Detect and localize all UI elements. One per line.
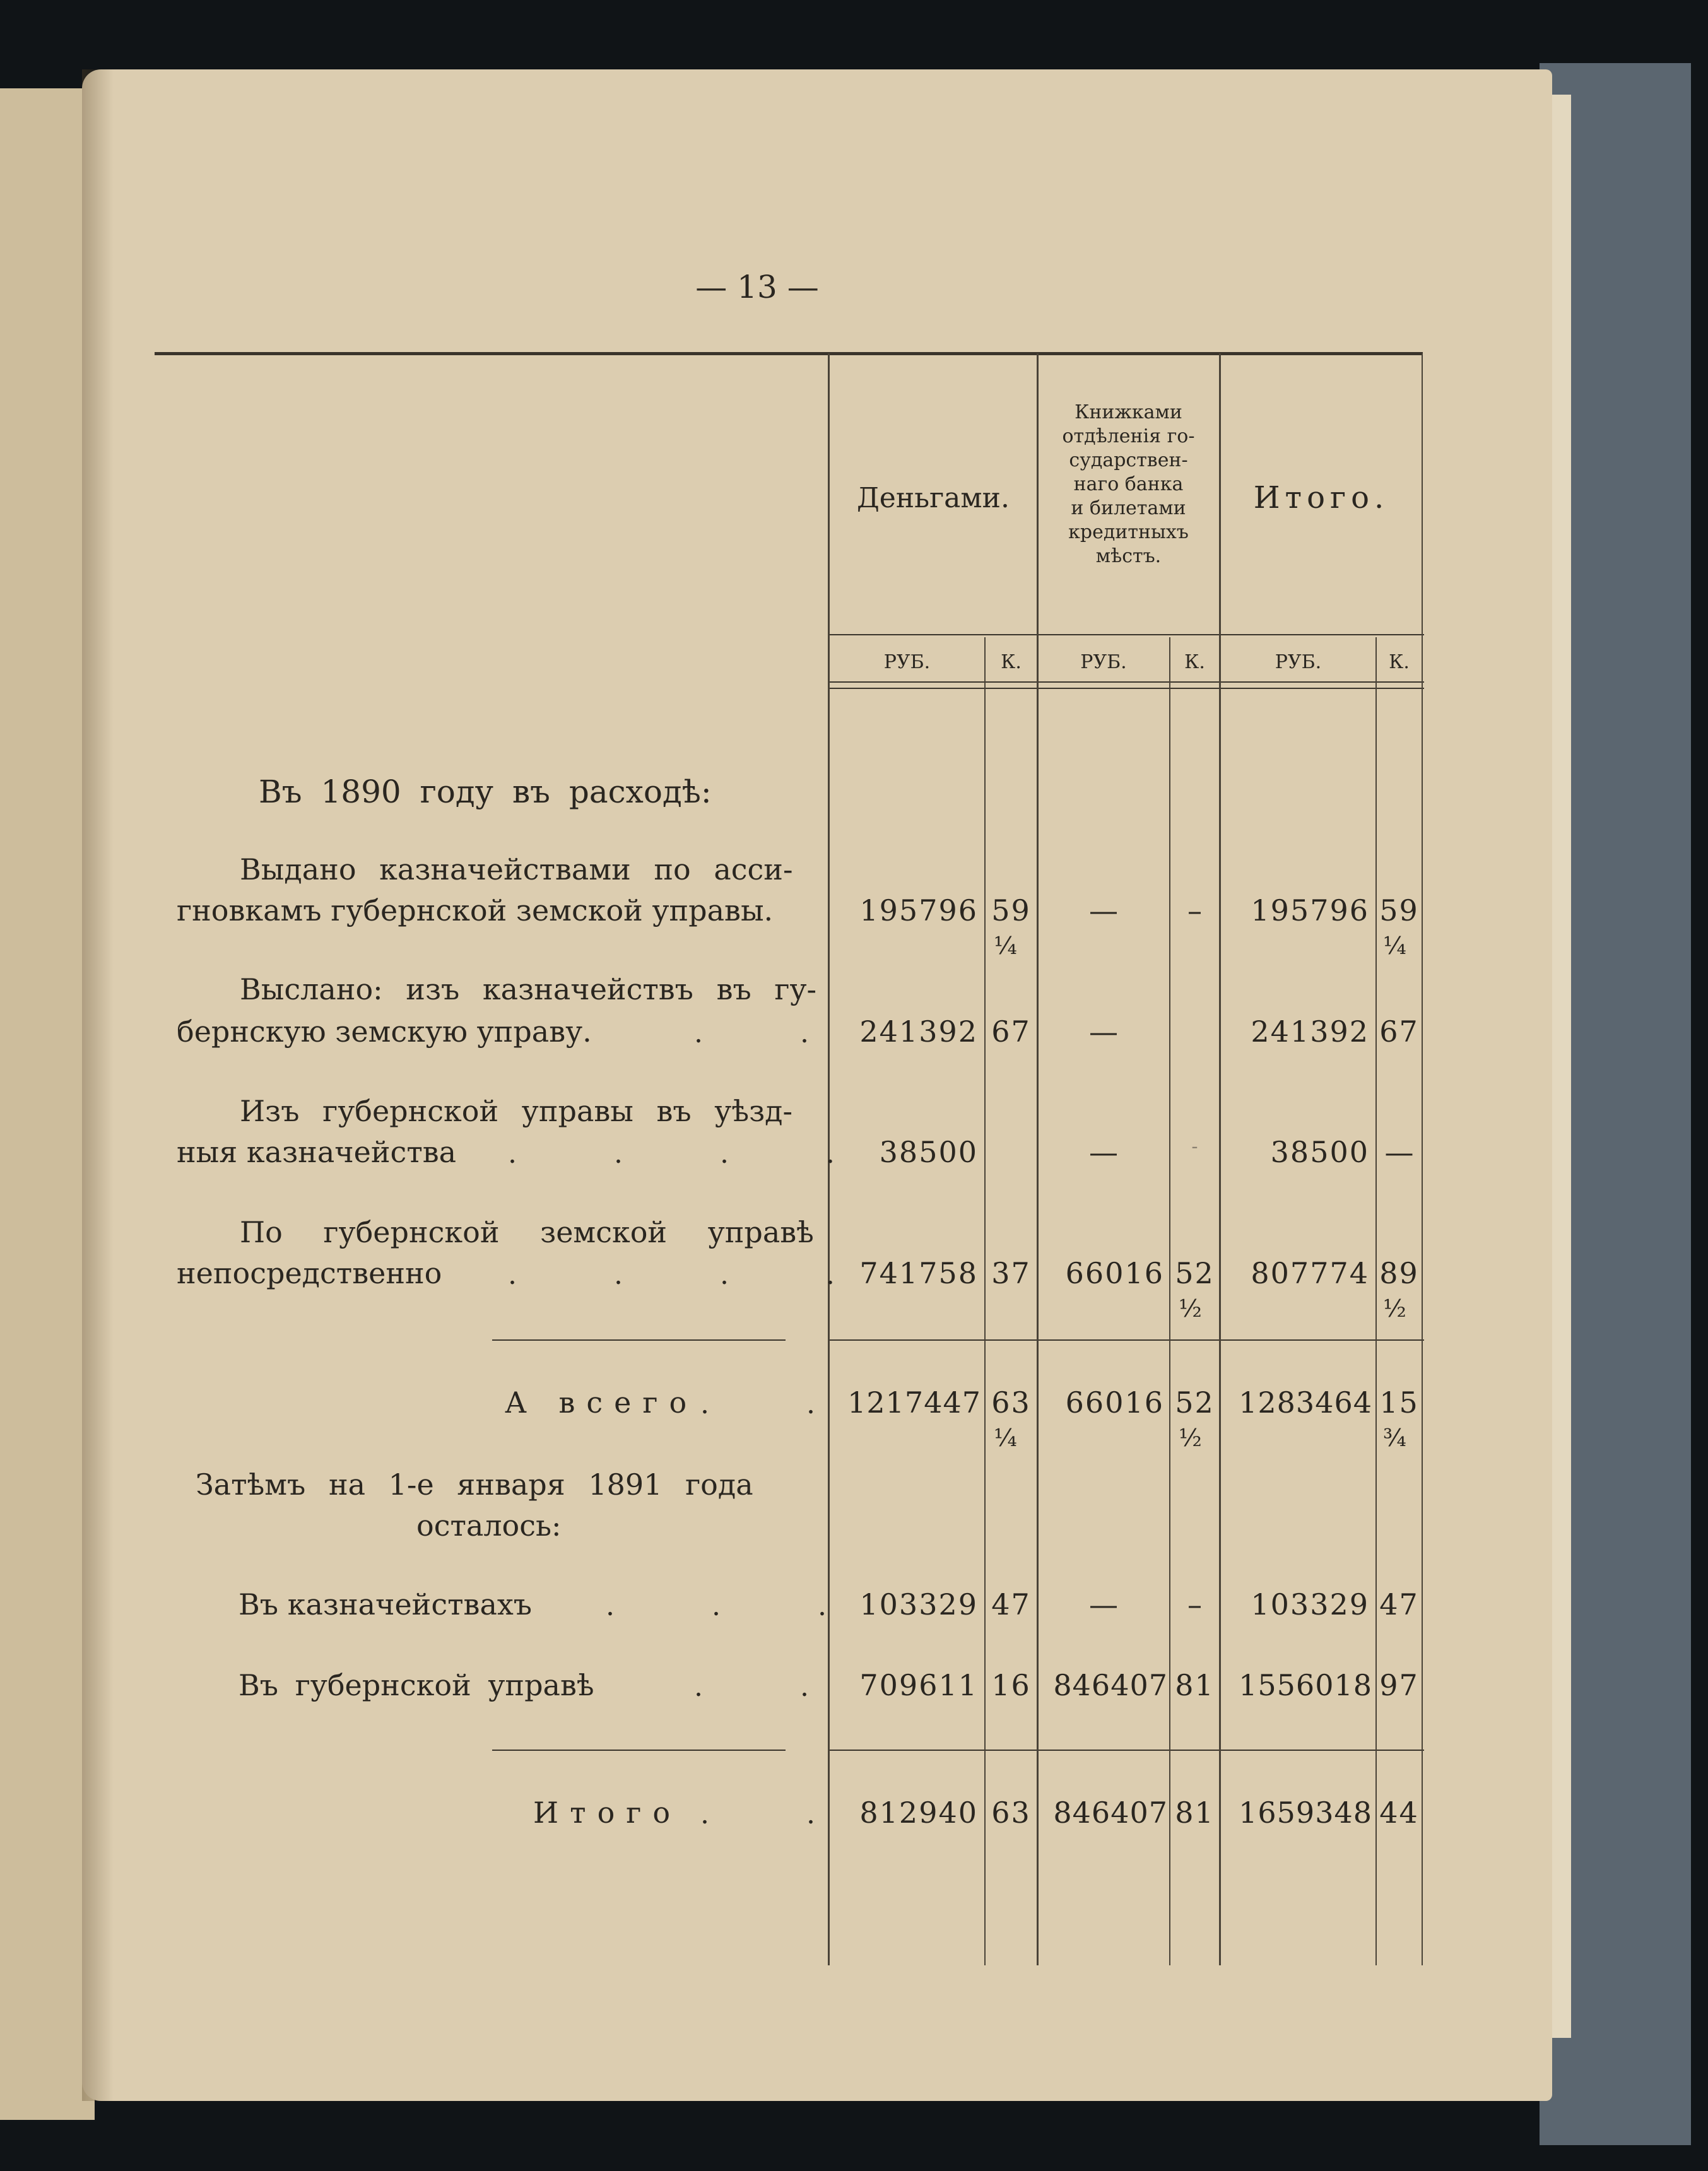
col-rule-right [1422, 353, 1423, 1965]
cell-total-kop: 15 [1379, 1386, 1419, 1420]
header-books-line: отдѣленія го- [1062, 425, 1195, 447]
header-rule [828, 634, 1424, 635]
row-leader-dots: . . [700, 1388, 859, 1420]
subheader-kop: К. [1389, 651, 1410, 673]
cell-money-rub: 241392 [859, 1015, 978, 1049]
cell-money-rub: 741758 [859, 1256, 978, 1290]
cell-books-kop: 81 [1175, 1796, 1215, 1830]
remainder-title: Затѣмъ на 1-е января 1891 года [196, 1468, 753, 1502]
row-label-line: Изъ губернской управы въ уѣзд- [240, 1094, 793, 1128]
header-total: Итого. [1253, 480, 1389, 515]
cell-total-rub: 195796 [1251, 893, 1369, 927]
cell-total-frac: ¾ [1383, 1424, 1406, 1452]
cell-books-rub: 66016 [1065, 1386, 1164, 1420]
cell-total-kop: 59 [1379, 893, 1419, 927]
header-books-line: мѣстъ. [1095, 545, 1162, 567]
cell-books-rub: — [1089, 1135, 1118, 1169]
row-label-line: Выслано: изъ казначействъ въ гу- [240, 972, 817, 1006]
cell-total-rub: 1556018 [1239, 1668, 1372, 1702]
cell-money-kop: 67 [991, 1015, 1031, 1049]
subheader-rule-1 [828, 681, 1424, 683]
remainder-title: осталось: [416, 1509, 562, 1543]
table-top-rule [155, 352, 1423, 355]
row-leader-dots: . . . . [508, 1259, 879, 1291]
subheader-rub: РУБ. [1275, 651, 1322, 673]
cell-money-rub: 1217447 [847, 1386, 981, 1420]
row-label: Въ казначействахъ [239, 1587, 533, 1621]
cell-total-rub: 241392 [1251, 1015, 1369, 1049]
cell-books-rub: 846407 [1053, 1796, 1168, 1830]
row-label: А всего [505, 1386, 698, 1420]
cell-money-frac: ¼ [994, 932, 1017, 960]
header-money: Деньгами. [857, 482, 1010, 514]
col-rule-money-kop [984, 637, 986, 1965]
subtotal-rule [828, 1339, 1424, 1341]
cell-total-rub: 1659348 [1239, 1796, 1372, 1830]
page-number: — 13 — [695, 269, 819, 305]
row-label-line: гновкамъ губернской земской управы. [177, 893, 774, 927]
cell-books-kop: 52 [1175, 1256, 1215, 1290]
row-label-line: непосредственно [177, 1256, 442, 1290]
cell-books-rub: — [1089, 1015, 1118, 1049]
header-books-line: кредитныхъ [1068, 521, 1189, 543]
header-books-line: сударствен- [1069, 449, 1188, 471]
cell-money-kop: 63 [991, 1796, 1031, 1830]
cell-money-kop: 47 [991, 1587, 1031, 1621]
cell-money-rub: 195796 [859, 893, 978, 927]
subheader-kop: К. [1184, 651, 1205, 673]
subheader-rub: РУБ. [883, 651, 931, 673]
row-label: Въ губернской управѣ [239, 1668, 594, 1702]
row-label-line: Выдано казначействами по асси- [240, 852, 793, 886]
row-leader-dots: . . [700, 1798, 859, 1830]
cell-total-frac: ½ [1383, 1295, 1406, 1322]
row-leader-dots: . . [694, 1671, 853, 1703]
cell-books-kop: 52 [1175, 1386, 1215, 1420]
cell-books-rub: 66016 [1065, 1256, 1164, 1290]
cell-total-rub: 103329 [1251, 1587, 1369, 1621]
cell-money-rub: 103329 [859, 1587, 978, 1621]
cell-books-frac: ½ [1179, 1424, 1202, 1452]
cell-money-frac: ¼ [994, 1424, 1017, 1452]
cell-books-kop: – [1187, 893, 1202, 927]
subheader-kop: К. [1001, 651, 1022, 673]
cell-books-rub: 846407 [1053, 1668, 1168, 1702]
section-title: Въ 1890 году въ расходѣ: [259, 774, 712, 810]
row-leader-dots: . . [694, 1017, 853, 1049]
header-books-line: наго банка [1073, 473, 1184, 495]
cell-total-rub: 807774 [1251, 1256, 1369, 1290]
cell-money-kop: 37 [991, 1256, 1031, 1290]
cell-books-rub: — [1089, 1587, 1118, 1621]
cell-books-rub: — [1089, 893, 1118, 927]
cell-total-kop: — [1384, 1135, 1414, 1169]
subheader-rule-2 [828, 688, 1424, 689]
cell-money-kop: 63 [991, 1386, 1031, 1420]
cell-total-rub: 38500 [1270, 1135, 1369, 1169]
cell-books-kop: 81 [1175, 1668, 1215, 1702]
cell-money-kop: 59 [991, 893, 1031, 927]
cell-total-kop: 67 [1379, 1015, 1419, 1049]
row-leader-dots: . . . . [508, 1138, 879, 1170]
cell-books-kop: - [1191, 1136, 1198, 1158]
col-rule-books-kop [1169, 637, 1170, 1965]
row-label-line: По губернской земской управѣ [240, 1215, 814, 1249]
col-rule-total-kop [1375, 637, 1377, 1965]
header-books-line: Книжками [1075, 401, 1182, 423]
cell-books-kop: – [1187, 1587, 1202, 1621]
cell-total-rub: 1283464 [1239, 1386, 1372, 1420]
total-rule-left [492, 1750, 786, 1751]
header-books-line: и билетами [1071, 497, 1186, 519]
row-leader-dots: . . . [606, 1590, 871, 1622]
row-label-line: ныя казначейства [177, 1135, 457, 1169]
cell-money-rub: 38500 [879, 1135, 978, 1169]
subtotal-rule-left [492, 1339, 786, 1341]
cell-total-kop: 47 [1379, 1587, 1419, 1621]
cell-total-kop: 97 [1379, 1668, 1419, 1702]
cell-total-frac: ¼ [1383, 932, 1406, 960]
cell-total-kop: 89 [1379, 1256, 1419, 1290]
cell-books-frac: ½ [1179, 1295, 1202, 1322]
cell-money-rub: 709611 [859, 1668, 978, 1702]
cell-money-rub: 812940 [859, 1796, 978, 1830]
subheader-rub: РУБ. [1080, 651, 1127, 673]
cell-total-kop: 44 [1379, 1796, 1419, 1830]
header-books [1038, 401, 1219, 568]
row-label-line: бернскую земскую управу. [177, 1015, 592, 1049]
row-label: Итого [533, 1796, 682, 1830]
cell-money-kop: 16 [991, 1668, 1031, 1702]
total-rule [828, 1750, 1424, 1751]
